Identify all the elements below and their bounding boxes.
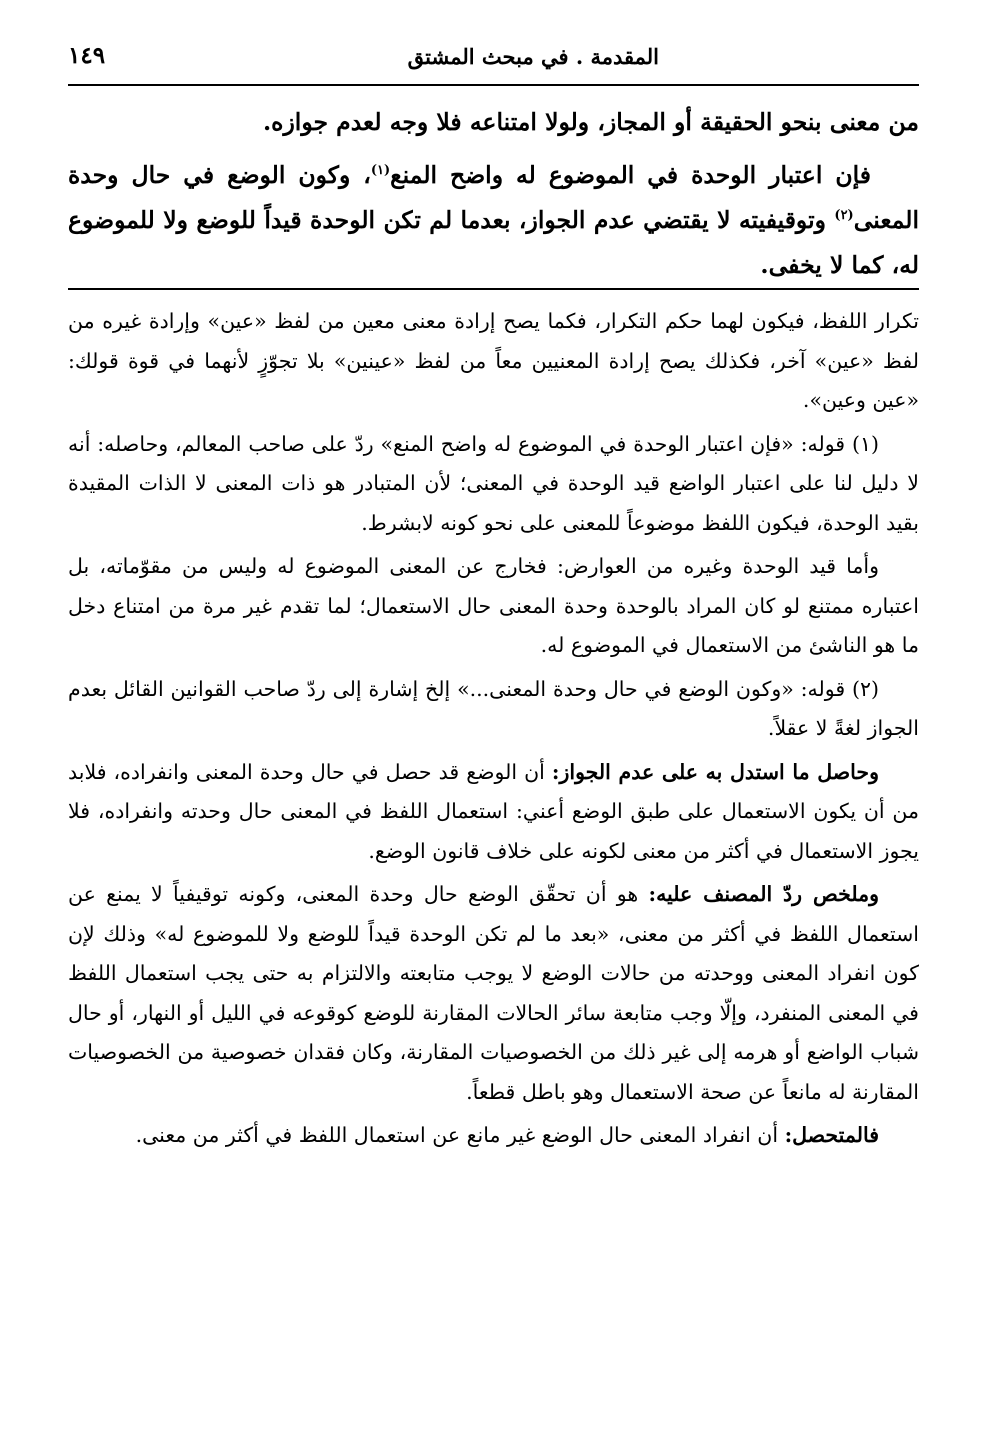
- main-text: [68, 100, 919, 296]
- note-continuation: تكرار اللفظ، فيكون لهما حكم التكرار، فكما يصح إرادة معنى معين من لفظ «عين» وإرادة غيره من لفظ «عين» آخر، فكذلك يصح إرادة المعنيين معاً من لفظ «عينين» بلا تجوّزٍ لأنهما في قوة قولك: «عين وعين».: [68, 309, 919, 412]
- footnote-2: (٢) قوله: «وكون الوضع في حال وحدة المعنى...» إلخ إشارة إلى ردّ صاحب القوانين القائل بعدم الجواز لغةً لا عقلاً.: [68, 676, 919, 740]
- footnote-1: (١) قوله: «فإن اعتبار الوحدة في الموضوع له واضح المنع» ردّ على صاحب المعالم، وحاصله: أنه لا دليل لنا على اعتبار الواضع قيد الوحدة في المعنى؛ لأن المتبادر هو ذات المعنى لا الذات المقيدة بقيد الوحدة، فيكون اللفظ موضوعاً للمعنى على نحو كونه لابشرط.: [68, 431, 919, 535]
- page-number: ١٤٩: [68, 42, 106, 69]
- footnote-separator: [68, 288, 919, 290]
- footnote-1-continued: وأما قيد الوحدة وغيره من العوارض: فخارج عن المعنى الموضوع له وليس من مقوّماته، بل اعتباره ممتنع لو كان المراد بالوحدة وحدة المعنى حال الاستعمال؛ لما تقدم غير مرة من امتناع دخل ما هو الناشئ من الاستعمال في الموضوع له.: [68, 554, 919, 657]
- main-paragraph-2: فإن اعتبار الوحدة في الموضوع له واضح المنع$^{(١)}$، وكون الوضع في حال وحدة المعنى$^{(٢)}$ وتوقيفيته لا يقتضي عدم الجواز، بعدما لم تكن الوحدة قيداً للوضع ولا للموضوع له، كما لا يخفى.: [68, 161, 919, 279]
- note-argument-summary: وحاصل ما استدل به على عدم الجواز: أن الوضع قد حصل في حال وحدة المعنى وانفراده، فلابد من أن يكون الاستعمال على طبق الوضع أعني: استعمال اللفظ في المعنى حال وحدته وانفراده، فلا يجوز الاستعمال في أكثر من معنى لكونه على خلاف قانون الوضع.: [68, 759, 919, 863]
- note-author-rebuttal: وملخص ردّ المصنف عليه: هو أن تحقّق الوضع حال وحدة المعنى، وكونه توقيفياً لا يمنع عن استعمال اللفظ في أكثر من معنى، «بعد ما لم تكن الوحدة قيداً للوضع ولا للموضوع له» وذلك لإن كون انفراد المعنى ووحدته من حالات الوضع لا يوجب متابعته والالتزام به حتى يجب استعمال اللفظ في المعنى المنفرد، وإلّا وجب متابعة سائر الحالات المقارنة للوضع كوقوعه في الليل أو النهار، أو حال شباب الواضع أو هرمه إلى غير ذلك من الخصوصيات المقارنة، وكان فقدان خصوصية من الخصوصيات المقارنة له مانعاً عن صحة الاستعمال وهو باطل قطعاً.: [68, 882, 919, 1104]
- footnotes: [68, 302, 919, 1160]
- footnote-ref-2: (٢): [834, 208, 854, 224]
- page-header: [68, 40, 919, 82]
- note-conclusion: فالمتحصل: أن انفراد المعنى حال الوضع غير مانع عن استعمال اللفظ في أكثر من معنى.: [135, 1123, 879, 1147]
- header-rule: [68, 84, 919, 86]
- main-paragraph-1: من معنى بنحو الحقيقة أو المجاز، ولولا امتناعه فلا وجه لعدم جوازه.: [262, 108, 919, 136]
- footnote-ref-1: (١): [370, 163, 391, 179]
- book-page: [68, 0, 919, 1454]
- running-title: المقدمة . في مبحث المشتق: [407, 44, 659, 69]
